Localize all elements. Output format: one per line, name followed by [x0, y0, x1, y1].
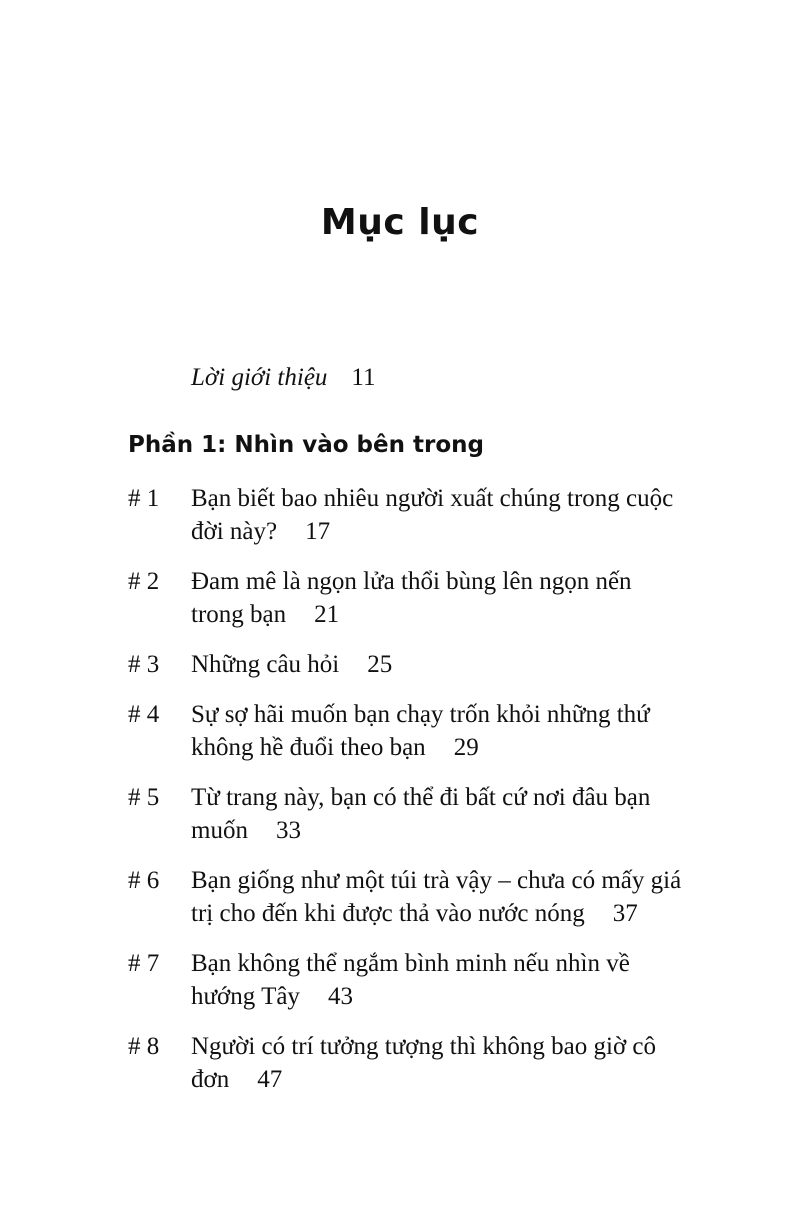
toc-entry-page: 25 [367, 651, 393, 678]
intro-entry [191, 364, 376, 392]
toc-entry-text-wrap [191, 482, 688, 548]
toc-entry-6 [128, 864, 688, 930]
page-title: Mục lục [320, 202, 480, 243]
toc-entry-page: 33 [275, 817, 301, 844]
toc-list [128, 482, 688, 1113]
toc-entry-page: 43 [327, 983, 353, 1010]
toc-entry-page: 29 [453, 734, 479, 761]
toc-entry-number: # 3 [128, 651, 160, 678]
toc-entry-number: # 6 [128, 867, 160, 894]
toc-entry-7 [128, 947, 688, 1013]
toc-entry-text-wrap [191, 781, 688, 847]
toc-entry-3 [128, 648, 688, 681]
toc-entry-page: 17 [305, 518, 331, 545]
toc-entry-number: # 1 [128, 485, 160, 512]
toc-entry-title: Đam mê là ngọn lửa thổi bùng lên ngọn nến trong bạn [191, 568, 632, 628]
toc-entry-page: 21 [314, 601, 340, 628]
toc-entry-number: # 7 [128, 950, 160, 977]
toc-entry-title: Bạn giống như một túi trà vậy – chưa có mấy giá trị cho đến khi được thả vào nước nóng [191, 867, 682, 927]
toc-entry-title: Những câu hỏi [191, 651, 340, 678]
toc-entry-text-wrap [191, 947, 688, 1013]
toc-entry-title: Từ trang này, bạn có thể đi bất cứ nơi đâu bạn muốn [191, 784, 651, 844]
intro-label: Lời giới thiệu [191, 364, 328, 391]
toc-entry-title: Bạn không thể ngắm bình minh nếu nhìn về hướng Tây [191, 950, 630, 1010]
toc-entry-title: Sự sợ hãi muốn bạn chạy trốn khỏi những thứ không hề đuổi theo bạn [191, 701, 650, 761]
toc-entry-title: Bạn biết bao nhiêu người xuất chúng trong cuộc đời này? [191, 485, 674, 545]
toc-entry-8 [128, 1030, 688, 1096]
toc-entry-number: # 2 [128, 568, 160, 595]
toc-entry-4 [128, 698, 688, 764]
toc-entry-text-wrap [191, 864, 688, 930]
toc-entry-text-wrap [191, 565, 688, 631]
toc-entry-number: # 8 [128, 1033, 160, 1060]
intro-page-number: 11 [351, 364, 376, 391]
toc-entry-text-wrap [191, 1030, 688, 1096]
toc-entry-page: 47 [257, 1066, 283, 1093]
toc-entry-number: # 4 [128, 701, 160, 728]
part-heading: Phần 1: Nhìn vào bên trong [128, 432, 484, 458]
toc-entry-1 [128, 482, 688, 548]
toc-entry-5 [128, 781, 688, 847]
toc-entry-text-wrap [191, 648, 688, 681]
toc-entry-text-wrap [191, 698, 688, 764]
toc-entry-number: # 5 [128, 784, 160, 811]
toc-entry-2 [128, 565, 688, 631]
toc-entry-page: 37 [612, 900, 638, 927]
toc-entry-title: Người có trí tưởng tượng thì không bao giờ cô đơn [191, 1033, 657, 1093]
